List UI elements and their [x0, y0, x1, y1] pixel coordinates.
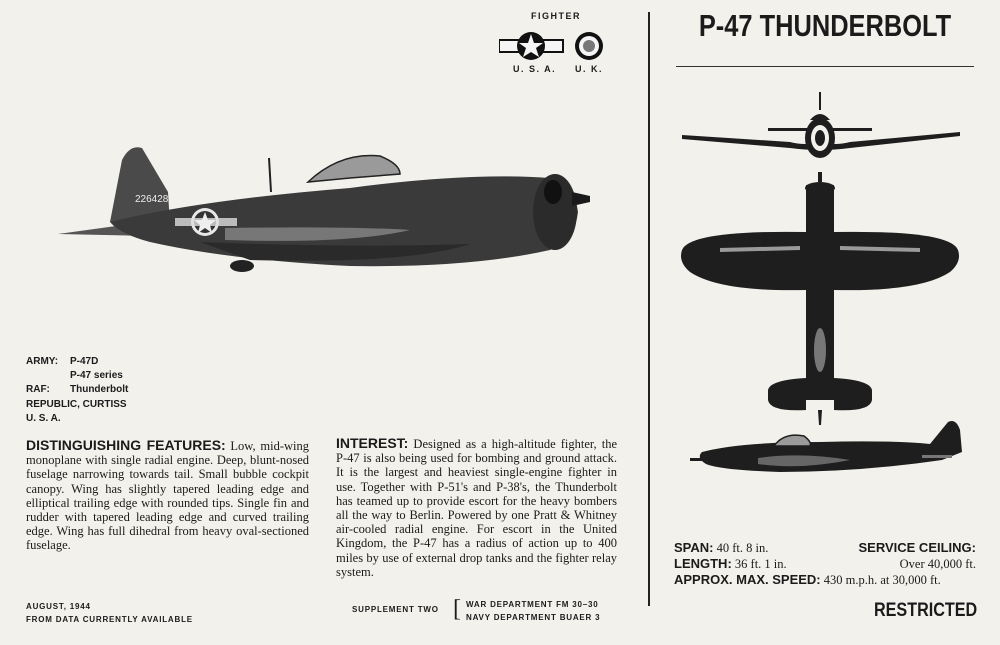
ceiling-value: Over 40,000 ft.: [899, 557, 976, 571]
classification-stamp: RESTRICTED: [874, 600, 978, 621]
army-series: P-47 series: [70, 370, 123, 382]
interest-text: Designed as a high-altitude fighter, the P-47 is also being used for bombing and ground attack. It is the largest and heaviest single-engine fighter in use. Together with P-51's and P-38's, the Thunderbolt has teamed up to provide escort for the heavy bombers all the way to Berlin. Powered by one Pratt & Whitney air-cooled radial engine. For escort in the United Kingdom, the P-47 has a radius of action up to 400 miles by use of external drop tanks and the fighter relay system.: [336, 437, 618, 579]
length-value: 36 ft. 1 in.: [734, 557, 787, 571]
title-rule: [676, 66, 974, 67]
publication-date: AUGUST, 1944: [26, 602, 91, 611]
footer-left: [26, 600, 193, 626]
speed-label: APPROX. MAX. SPEED:: [674, 572, 821, 587]
three-view-silhouettes: [660, 80, 990, 500]
bracket-glyph: [: [453, 596, 461, 622]
span-label: SPAN:: [674, 540, 714, 555]
distinguishing-features: [26, 438, 309, 553]
tail-number: 226428: [135, 194, 169, 205]
department-refs: [466, 598, 600, 624]
raf-value: Thunderbolt: [70, 384, 129, 396]
raf-label: RAF:: [26, 384, 50, 396]
navy-department-ref: NAVY DEPARTMENT BUAER 3: [466, 613, 601, 622]
page-title: P-47 THUNDERBOLT: [698, 8, 952, 43]
aircraft-photo: [50, 130, 595, 290]
features-heading: DISTINGUISHING FEATURES:: [26, 437, 226, 453]
roundel-icons: [499, 30, 605, 60]
uk-label: U. K.: [575, 64, 604, 74]
specifications: [674, 540, 976, 588]
designations: [26, 355, 128, 426]
interest-section: [336, 436, 617, 579]
side-view: [690, 421, 962, 472]
length-label: LENGTH:: [674, 556, 732, 571]
ceiling-label: SERVICE CEILING:: [858, 540, 976, 555]
war-department-ref: WAR DEPARTMENT FM 30–30: [466, 600, 599, 609]
army-value: P-47D: [70, 356, 99, 367]
national-insignia: [497, 8, 607, 78]
interest-heading: INTEREST:: [336, 435, 409, 451]
category-label: FIGHTER: [531, 11, 581, 21]
speed-value: 430 m.p.h. at 30,000 ft.: [823, 573, 941, 587]
army-label: ARMY:: [26, 356, 59, 367]
plan-view: [681, 172, 959, 425]
column-divider: [648, 12, 650, 606]
front-view: [682, 92, 960, 158]
country: U. S. A.: [26, 412, 61, 424]
usa-label: U. S. A.: [513, 64, 557, 74]
supplement-label: SUPPLEMENT TWO: [352, 605, 439, 614]
span-value: 40 ft. 8 in.: [716, 541, 769, 555]
features-text: Low, mid-wing monoplane with single radial engine. Deep, blunt-nosed fuselage narrowing towards tail. Small bubble cockpit canopy. Wing has slightly tapered leading edge and elliptical trailing edge with rounded tips. Single fin and rudder with tapered leading edge and curved trailing edge. Wing has full dihedral from heavy oval-sectioned fuselage.: [26, 439, 309, 553]
data-source: FROM DATA CURRENTLY AVAILABLE: [26, 615, 193, 624]
manufacturer: REPUBLIC, CURTISS: [26, 398, 127, 410]
